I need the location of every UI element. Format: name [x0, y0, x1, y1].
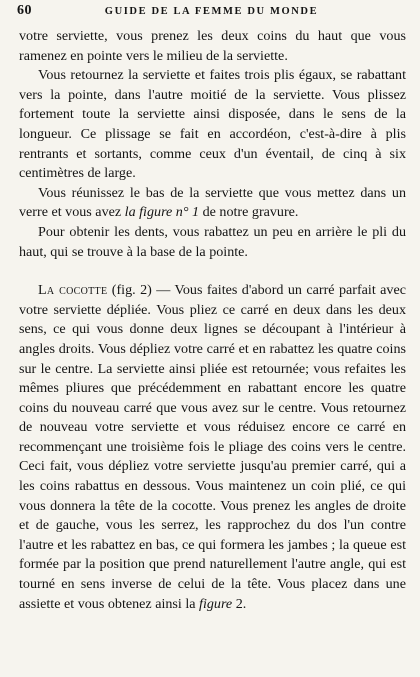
section-heading: La cocotte: [38, 282, 108, 299]
paragraph-pleating: Vous retournez la serviette et faites trois plis égaux, se rabattant vers la pointe, dans l'autre moitié de la serviette. Vous plissez fortement toute la serviette ainsi disposée, dans le sens de la longueur. Ce plissage se fait en accordéon, c'est-à-dire à plis rentrants et sortants, comme ceux d'un éventail, de cinq à six centimètres de large.: [19, 67, 406, 182]
paragraph-text: (fig. 2) — Vous faites d'abord un carré parfait avec votre serviette dépliée. Vous pliez ce carré en deux dans les deux sens, ce qui vous donne deux lignes se découpant à l'intérieur à angles droits. Vous dépliez votre carré et en rabattez les quatre coins sur le centre. La serviette ainsi pliée est retournée; vous refaites les mêmes pliures que précédemment en rabattant encore les quatre coins du nouveau carré que vous avez sur le centre. Vous retournez de nouveau votre serviette et vous réduisez encore ce carré en recommençant une troisième fois le pliage des coins vers le centre. Ceci fait, vous dépliez votre serviette jusqu'au premier carré, qui a les coins rabattus en dessous. Vous maintenez un coin plié, ce qui vous donnera la tête de la cocotte. Vous prenez les angles de droite et de gauche, vous les serrez, les rapprochez du dos l'un contre l'autre et les rabattez en bas, ce qui formera les jambes ; la queue est formée par la position que prend naturellement l'autre angle, qui est tourné en sens inverse de celui de la tête. Vous placez dans une assiette et vous obtenez ainsi la: [19, 282, 406, 612]
page-body: [19, 27, 406, 614]
paragraph-continuation: votre serviette, vous prenez les deux coins du haut que vous ramenez en pointe vers le milieu de la serviette.: [19, 28, 406, 64]
paragraph-text: 2.: [232, 595, 247, 612]
paragraph-glass: [19, 184, 406, 223]
paragraph-text: Vous réunissez le bas de la serviette que vous mettez dans un verre et vous avez: [19, 184, 406, 221]
paragraph-text: de notre gravure.: [199, 204, 299, 221]
figure-reference: figure: [199, 595, 233, 612]
page-number: 60: [17, 3, 32, 18]
figure-reference: la figure n° 1: [124, 204, 200, 221]
paragraph-teeth: Pour obtenir les dents, vous rabattez un peu en arrière le pli du haut, qui se trouve à la base de la pointe.: [19, 223, 406, 260]
page-header: [17, 3, 406, 23]
running-title: GUIDE DE LA FEMME DU MONDE: [104, 6, 319, 17]
paragraph-cocotte: [19, 281, 406, 614]
